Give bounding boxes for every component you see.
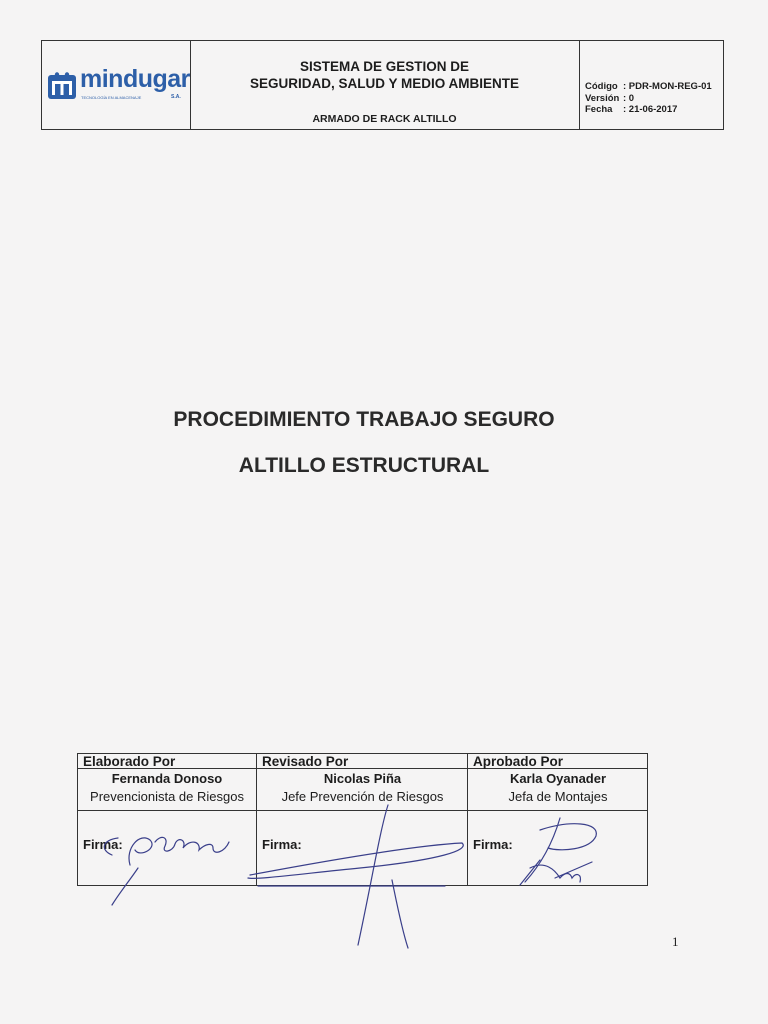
system-title-line2: SEGURIDAD, SALUD Y MEDIO AMBIENTE <box>249 76 520 91</box>
logo-cell <box>42 41 191 129</box>
signature-column-elaborado <box>78 754 256 885</box>
meta-code: Código : PDR-MON-REG-01 <box>585 81 712 92</box>
company-logo <box>47 65 190 105</box>
signature-table <box>77 753 648 886</box>
signer-name: Fernanda Donoso <box>111 771 223 786</box>
document-title-line1: PROCEDIMIENTO TRABAJO SEGURO <box>173 408 555 431</box>
document-title-line2: ALTILLO ESTRUCTURAL <box>238 454 490 477</box>
document-header <box>41 40 724 130</box>
firma-label: Firma: <box>83 837 123 852</box>
mindugar-logo-icon <box>47 71 77 101</box>
signer-name: Karla Oyanader <box>509 771 607 786</box>
signer-role: Prevencionista de Riesgos <box>90 789 244 804</box>
signature-column-aprobado <box>467 754 648 885</box>
procedure-subtitle: ARMADO DE RACK ALTILLO <box>312 113 457 125</box>
system-title <box>190 58 579 92</box>
firma-label: Firma: <box>473 837 513 852</box>
company-name: mindugar <box>80 65 190 93</box>
firma-label: Firma: <box>262 837 302 852</box>
signer-role: Jefe Prevención de Riesgos <box>281 789 444 804</box>
system-title-line1: SISTEMA DE GESTION DE <box>299 59 470 74</box>
signer-name: Nicolas Piña <box>323 771 402 786</box>
document-meta <box>585 81 712 116</box>
page-number: 1 <box>672 934 679 949</box>
document-meta-cell <box>579 41 723 129</box>
system-title-cell <box>190 41 580 129</box>
column-header: Elaborado Por <box>83 754 176 769</box>
signature-column-revisado <box>256 754 468 885</box>
signer-role: Jefa de Montajes <box>508 789 608 804</box>
company-suffix: S.A. <box>171 94 181 100</box>
column-header: Aprobado Por <box>473 754 563 769</box>
column-header: Revisado Por <box>262 754 349 769</box>
company-tagline: TECNOLOGÍA EN ALMACENAJE <box>81 95 142 100</box>
meta-version: Versión : 0 <box>585 92 635 104</box>
meta-date: Fecha : 21-06-2017 <box>585 104 678 115</box>
